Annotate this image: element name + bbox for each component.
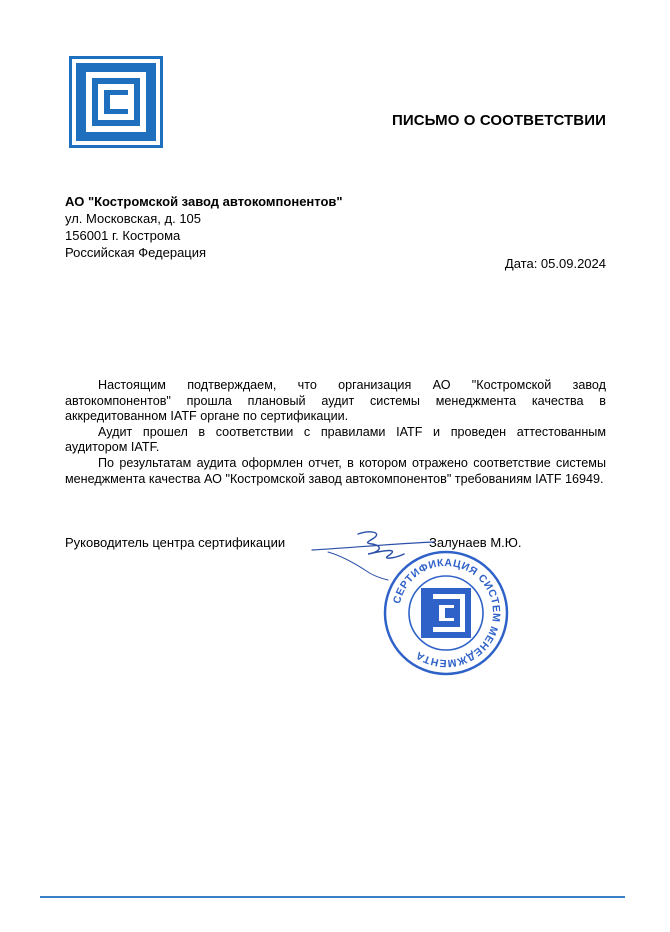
recipient-country: Российская Федерация xyxy=(65,245,207,260)
signer-role: Руководитель центра сертификации xyxy=(65,535,286,550)
signer-name: Залунаев М.Ю. xyxy=(429,535,522,550)
stamp-ring-text: СЕРТИФИКАЦИЯ СИСТЕМ МЕНЕДЖМЕНТА xyxy=(390,556,503,670)
company-logo-icon xyxy=(69,56,163,148)
body-paragraph-3: По результатам аудита оформлен отчет, в котором отражено соответствие системы менеджмента качества АО "Костромской завод автокомпонентов" требованиям IATF 16949. xyxy=(65,455,606,486)
letter-body xyxy=(65,378,606,487)
stamp-logo-icon xyxy=(421,588,471,638)
recipient-city: 156001 г. Кострома xyxy=(65,228,181,243)
body-paragraph-1: Настоящим подтверждаем, что организация АО "Костромской завод автокомпонентов" прошла плановый аудит системы менеджмента качества в аккредитованном IATF органе по сертификации. xyxy=(65,378,606,424)
recipient-company: АО "Костромской завод автокомпонентов" xyxy=(65,194,343,209)
footer-divider xyxy=(40,896,625,898)
certification-stamp-icon xyxy=(383,550,509,676)
document-date: Дата: 05.09.2024 xyxy=(504,256,606,271)
document-title: ПИСЬМО О СООТВЕТСТВИИ xyxy=(391,112,606,129)
body-paragraph-2: Аудит прошел в соответствии с правилами IATF и проведен аттестованным аудитором IATF. xyxy=(65,424,606,455)
recipient-address xyxy=(65,193,343,261)
recipient-street: ул. Московская, д. 105 xyxy=(65,211,202,226)
